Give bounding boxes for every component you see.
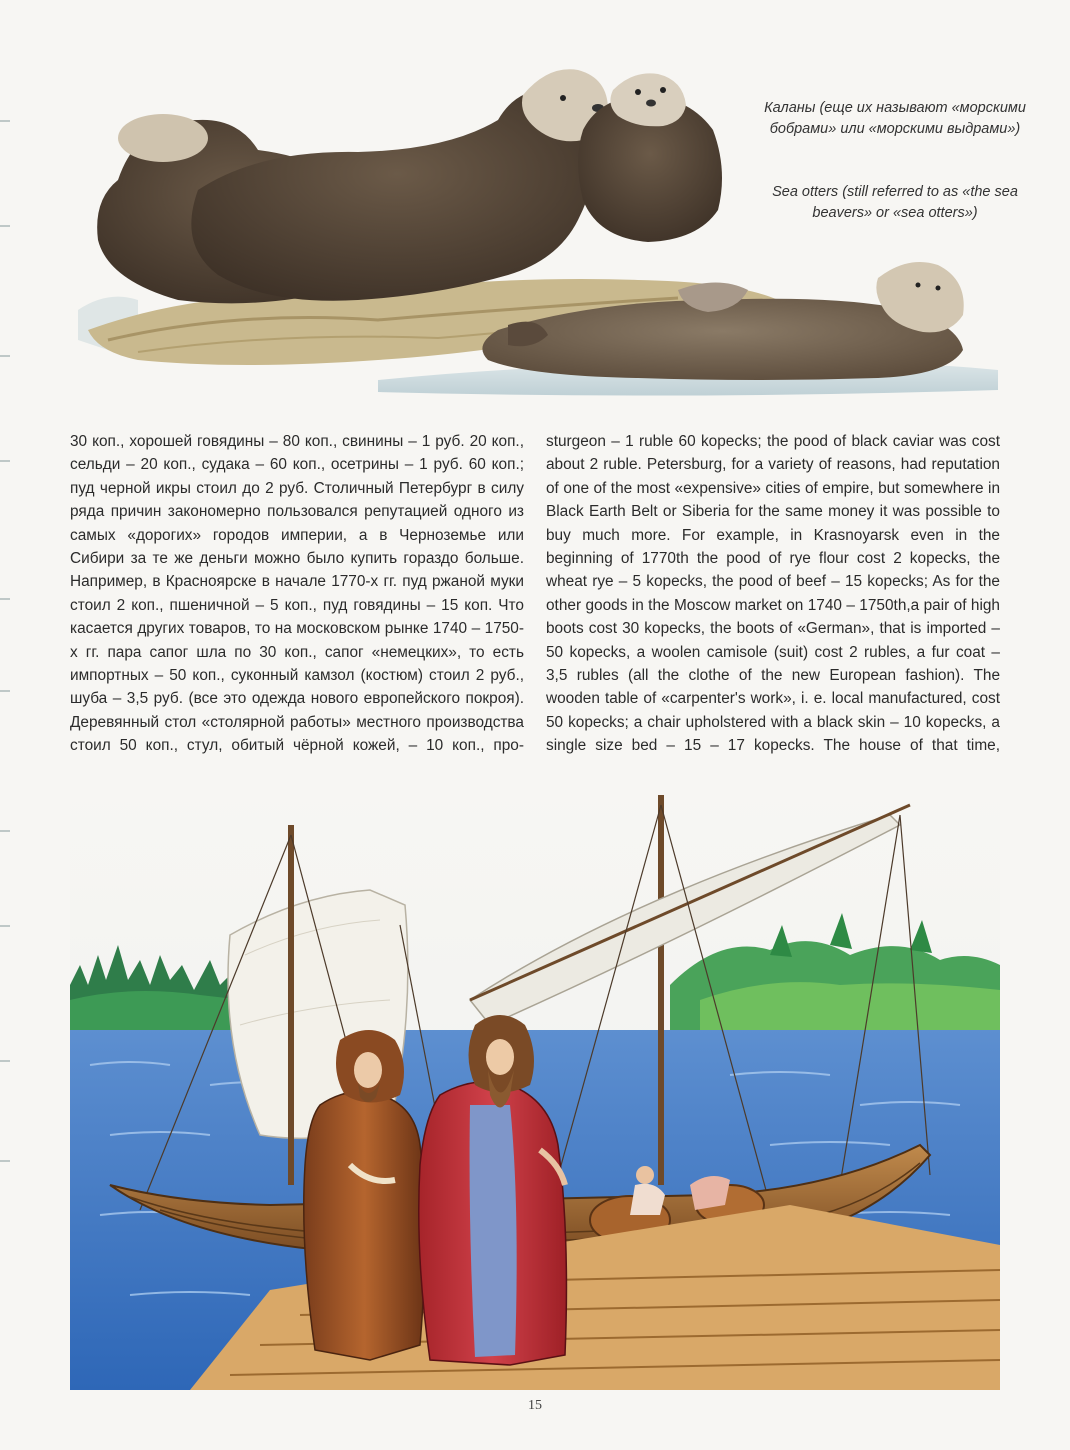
caption-russian: Каланы (еще их называют «морскими бобрами» или «морскими выдрами»): [764, 100, 1026, 137]
binding-mark: [0, 1160, 10, 1162]
caption-english: Sea otters (still referred to as «the sea beavers» or «sea otters»): [772, 184, 1018, 221]
binding-mark: [0, 120, 10, 122]
binding-mark: [0, 1060, 10, 1062]
binding-mark: [0, 598, 10, 600]
body-text-english: [546, 430, 1000, 758]
binding-mark: [0, 830, 10, 832]
page-number: 15: [528, 1398, 542, 1413]
binding-mark: [0, 225, 10, 227]
binding-mark: [0, 690, 10, 692]
paragraph: 30 коп., хорошей говядины – 80 коп., свинины – 1 руб. 20 коп., сельди – 20 коп., судака – 60 коп., осетрины – 1 руб. 60 коп.; пуд черной икры стоил до 2 руб. Столичный Петербург в силу ряда причин закономерно пользовался репутацией одного из самых «дорогих» городов империи, а в Черноземье или Сибири за те же деньги можно было купить гораздо больше. Например, в Красноярске в начале 1770-х гг. пуд ржаной муки стоил 2 коп., пшеничной – 5 коп., пуд говядины – 15 коп. Что касается других товаров, то на московском рынке 1740 – 1750-х гг. пара сапог шла по 30 коп., сапог «немецких», то есть импортных – 50 коп., суконный камзол (костюм) стоил 2 руб., шуба – 3,5 руб. (все это одежда нового европейского покроя). Деревянный стол «столярной работы» местного производства стоил 50 коп., стул, обитый чёрной кожей, – 10 коп., про-: [70, 433, 524, 755]
body-text-russian: [70, 430, 524, 758]
binding-mark: [0, 925, 10, 927]
paragraph: sturgeon – 1 ruble 60 kopecks; the pood of black caviar was cost about 2 ruble. Petersburg, for a variety of reasons, had reputation of one of the most «expensive» cities of empire, but somewhere in Black Earth Belt or Siberia for the same money it was possible to buy much more. For example, in Krasnoyarsk even in the beginning of 1770th the pood of rye flour cost 2 kopecks, the wheat rye – 5 kopecks, the pood of beef – 15 kopecks; As for the other goods in the Moscow market on 1740 – 1750th,a pair of high boots cost 30 kopecks, the boots of «German», that is imported – 50 kopecks, a woolen camisole (suit) cost 2 rubles, a fur coat – 3,5 rubles (all the clothe of the new European fashion). The wooden table of «carpenter's work», i. e. local manufactured, cost 50 kopecks; a chair upholstered with a black skin – 10 kopecks, a single size bed – 15 – 17 kopecks. The house of that time,: [546, 433, 1000, 755]
merchant-ship-illustration: [70, 785, 1000, 1390]
binding-mark: [0, 460, 10, 462]
binding-mark: [0, 355, 10, 357]
